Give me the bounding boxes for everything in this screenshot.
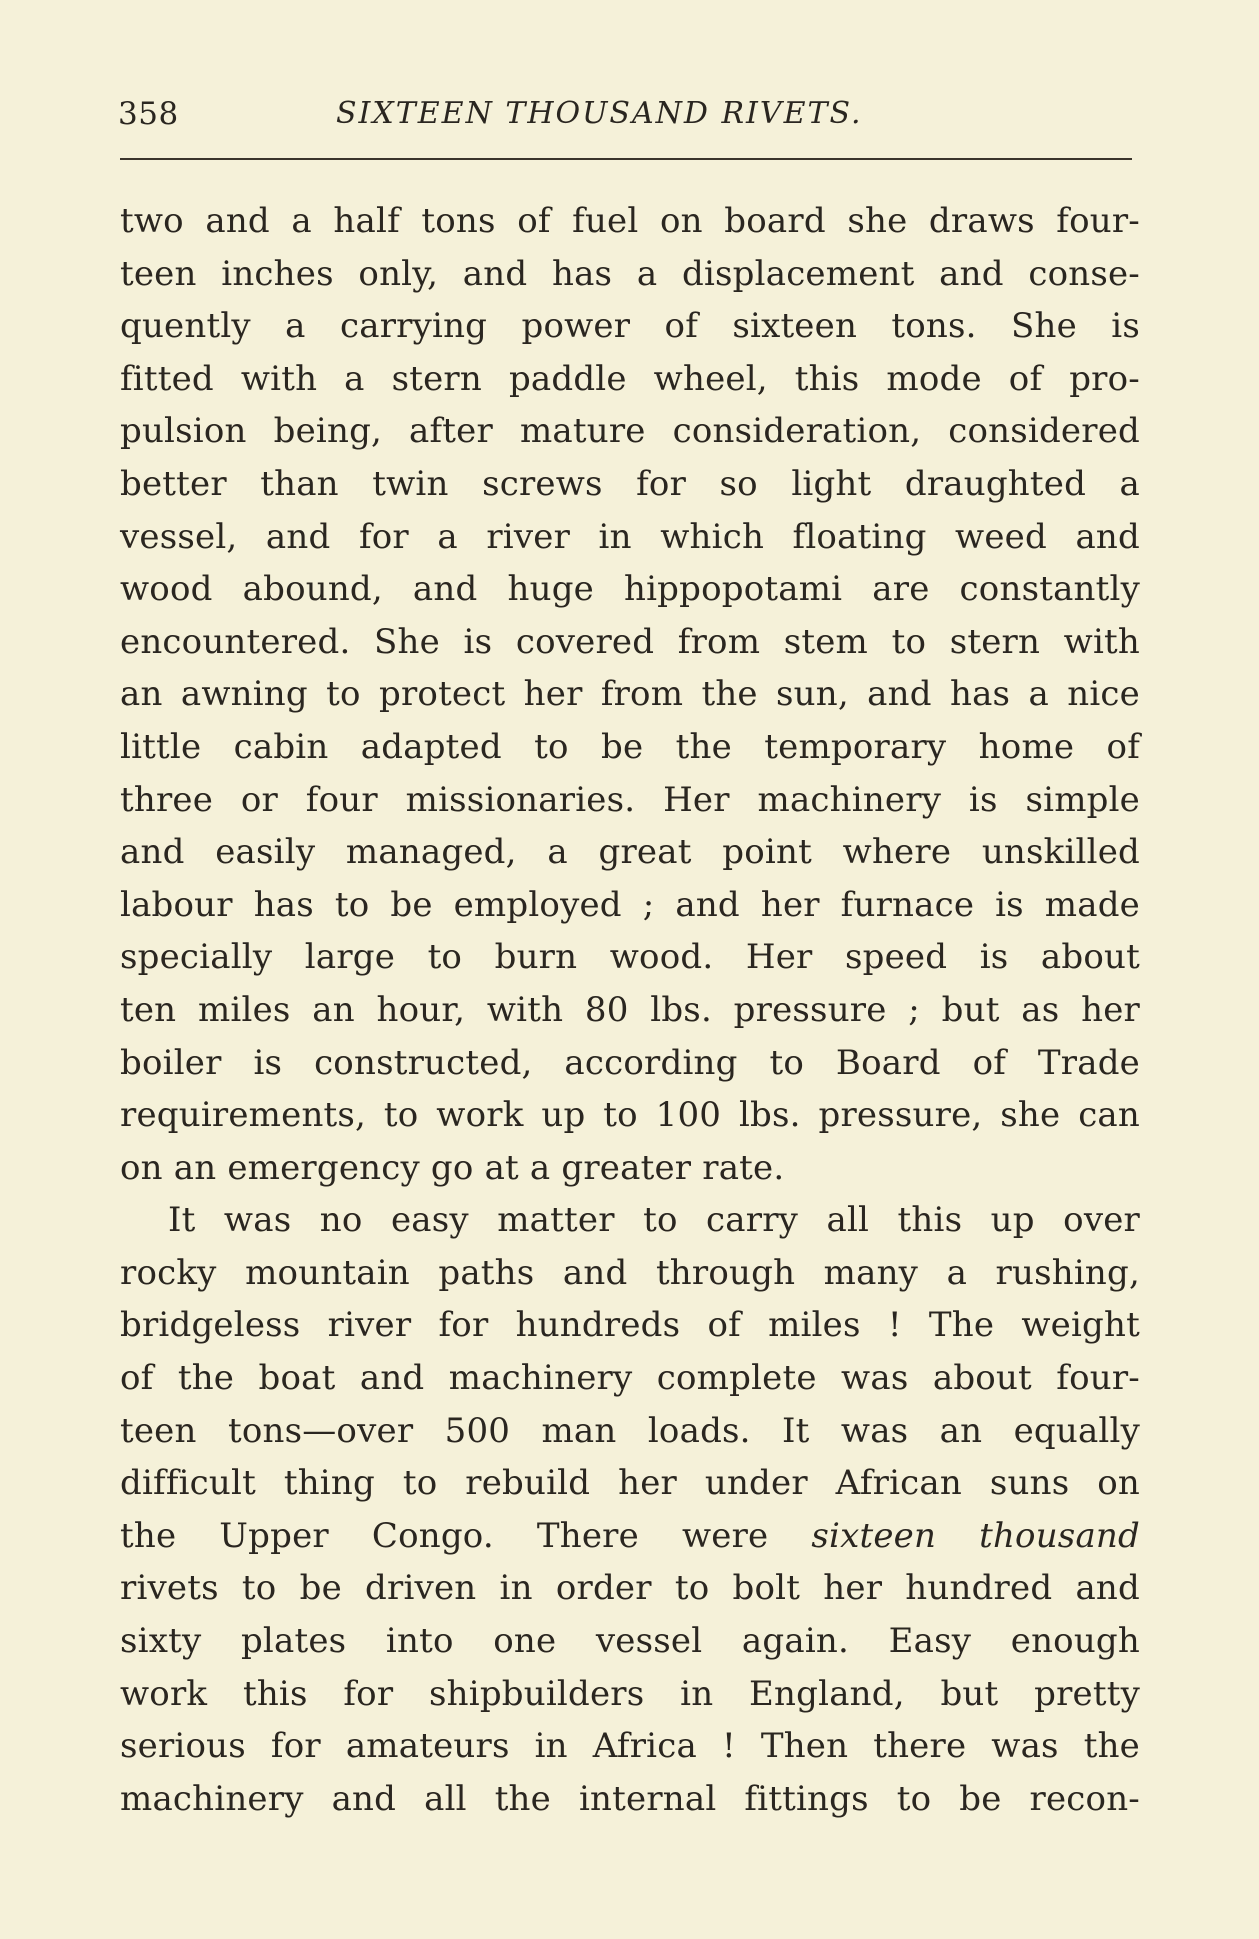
text-line: teen inches only, and has a displacement and conse- (120, 253, 1140, 294)
text-line: of the boat and machinery complete was about four- (120, 1358, 1140, 1399)
text-line: wood abound, and huge hippopotami are constantly (120, 569, 1140, 610)
body-text (120, 195, 1140, 1825)
text-line: little cabin adapted to be the temporary home of (120, 726, 1140, 767)
text-line: sixty plates into one vessel again. Easy enough (120, 1621, 1140, 1662)
text-line: boiler is constructed, according to Board of Trade (120, 1042, 1140, 1083)
text-line: machinery and all the internal fittings to be recon- (120, 1778, 1140, 1819)
text-line: work this for shipbuilders in England, but pretty (120, 1673, 1140, 1714)
text-line: labour has to be employed ; and her furnace is made (120, 884, 1140, 925)
text-line: and easily managed, a great point where unskilled (120, 832, 1140, 873)
running-title: SIXTEEN THOUSAND RIVETS. (336, 96, 863, 131)
text-line: on an emergency go at a greater rate. (120, 1147, 785, 1188)
text-line: serious for amateurs in Africa ! Then there was the (120, 1726, 1140, 1767)
text-line: pulsion being, after mature consideration, considered (120, 411, 1140, 452)
text-line: ten miles an hour, with 80 lbs. pressure ; but as her (120, 989, 1140, 1030)
line-text: the Upper Congo. There were (120, 1515, 769, 1556)
paragraph-start-line: It was no easy matter to carry all this up over (168, 1200, 1140, 1241)
text-line: requirements, to work up to 100 lbs. pressure, she can (120, 1095, 1140, 1136)
text-line: two and a half tons of fuel on board she draws four- (120, 201, 1140, 241)
text-line: vessel, and for a river in which floating weed and (120, 516, 1140, 557)
text-line: better than twin screws for so light draughted a (120, 463, 1140, 504)
text-line: bridgeless river for hundreds of miles ! The weight (120, 1305, 1140, 1346)
page-number: 358 (118, 96, 179, 132)
text-line: rivets to be driven in order to bolt her hundred and (120, 1568, 1140, 1609)
text-line: three or four missionaries. Her machinery is simple (120, 779, 1140, 820)
text-line: rocky mountain paths and through many a rushing, (120, 1252, 1140, 1293)
running-head (118, 96, 1133, 140)
text-line: an awning to protect her from the sun, and has a nice (120, 674, 1140, 715)
italic-emphasis: sixteen thousand (811, 1515, 1140, 1556)
text-line-with-italic (120, 1510, 1140, 1563)
text-line: encountered. She is covered from stem to stern with (120, 621, 1140, 662)
text-line: specially large to burn wood. Her speed is about (120, 937, 1140, 978)
text-line: teen tons—over 500 man loads. It was an equally (120, 1410, 1140, 1451)
text-line: quently a carrying power of sixteen tons. She is (120, 306, 1140, 347)
header-rule (120, 158, 1132, 160)
text-line: fitted with a stern paddle wheel, this mode of pro- (120, 358, 1140, 399)
text-line: difficult thing to rebuild her under African suns on (120, 1463, 1140, 1504)
